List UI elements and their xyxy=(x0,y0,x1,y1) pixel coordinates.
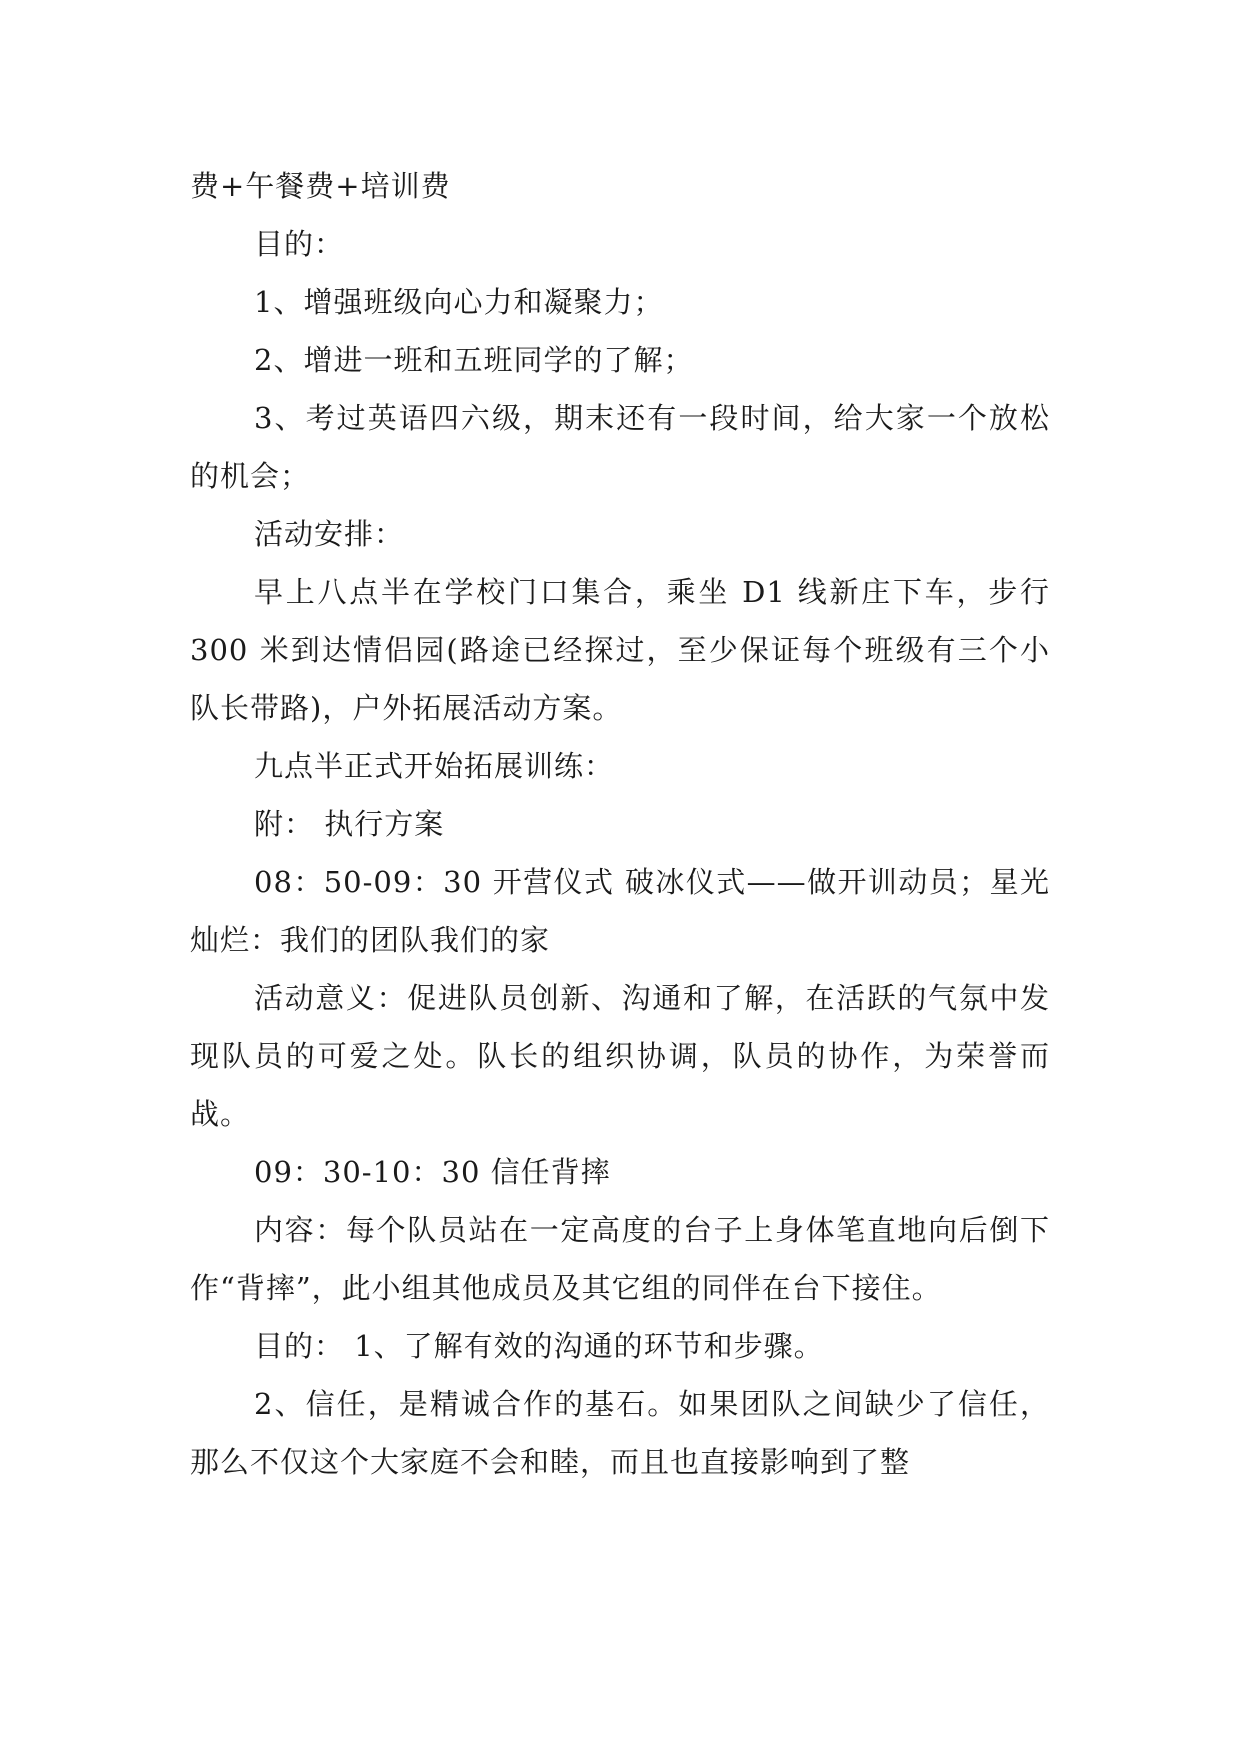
paragraph-purpose-2: 2、增进一班和五班同学的了解； xyxy=(254,343,694,377)
paragraph-fee-continuation: 费+午餐费+培训费 xyxy=(190,169,451,203)
paragraph-schedule-detail: 早上八点半在学校门口集合，乘坐 D1 线新庄下车，步行 300 米到达情侣园(路途已经探过，至少保证每个班级有三个小队长带路)，户外拓展活动方案。 xyxy=(190,575,1050,725)
paragraph-training-start: 九点半正式开始拓展训练： xyxy=(254,749,615,783)
paragraph-trust-fall-time: 09：30-10：30 信任背摔 xyxy=(254,1155,611,1189)
document-body xyxy=(190,157,1050,1491)
paragraph-trust-fall-content: 内容：每个队员站在一定高度的台子上身体笔直地向后倒下作“背摔”，此小组其他成员及其它组的同伴在台下接住。 xyxy=(190,1213,1050,1305)
paragraph-appendix: 附： 执行方案 xyxy=(254,807,445,841)
paragraph-schedule-heading: 活动安排： xyxy=(254,517,405,551)
paragraph-trust-fall-purpose-1: 目的： 1、了解有效的沟通的环节和步骤。 xyxy=(254,1329,824,1363)
paragraph-purpose-3: 3、考过英语四六级，期末还有一段时间，给大家一个放松的机会； xyxy=(190,401,1050,493)
paragraph-trust-fall-purpose-2: 2、信任，是精诚合作的基石。如果团队之间缺少了信任，那么不仅这个大家庭不会和睦，而且也直接影响到了整 xyxy=(190,1387,1050,1479)
paragraph-purpose-heading: 目的： xyxy=(254,227,345,261)
paragraph-activity-meaning: 活动意义：促进队员创新、沟通和了解，在活跃的气氛中发现队员的可爱之处。队长的组织协调，队员的协作，为荣誉而战。 xyxy=(190,981,1050,1131)
paragraph-purpose-1: 1、增强班级向心力和凝聚力； xyxy=(254,285,664,319)
paragraph-opening-ceremony: 08：50-09：30 开营仪式 破冰仪式——做开训动员；星光灿烂：我们的团队我们的家 xyxy=(190,865,1050,957)
